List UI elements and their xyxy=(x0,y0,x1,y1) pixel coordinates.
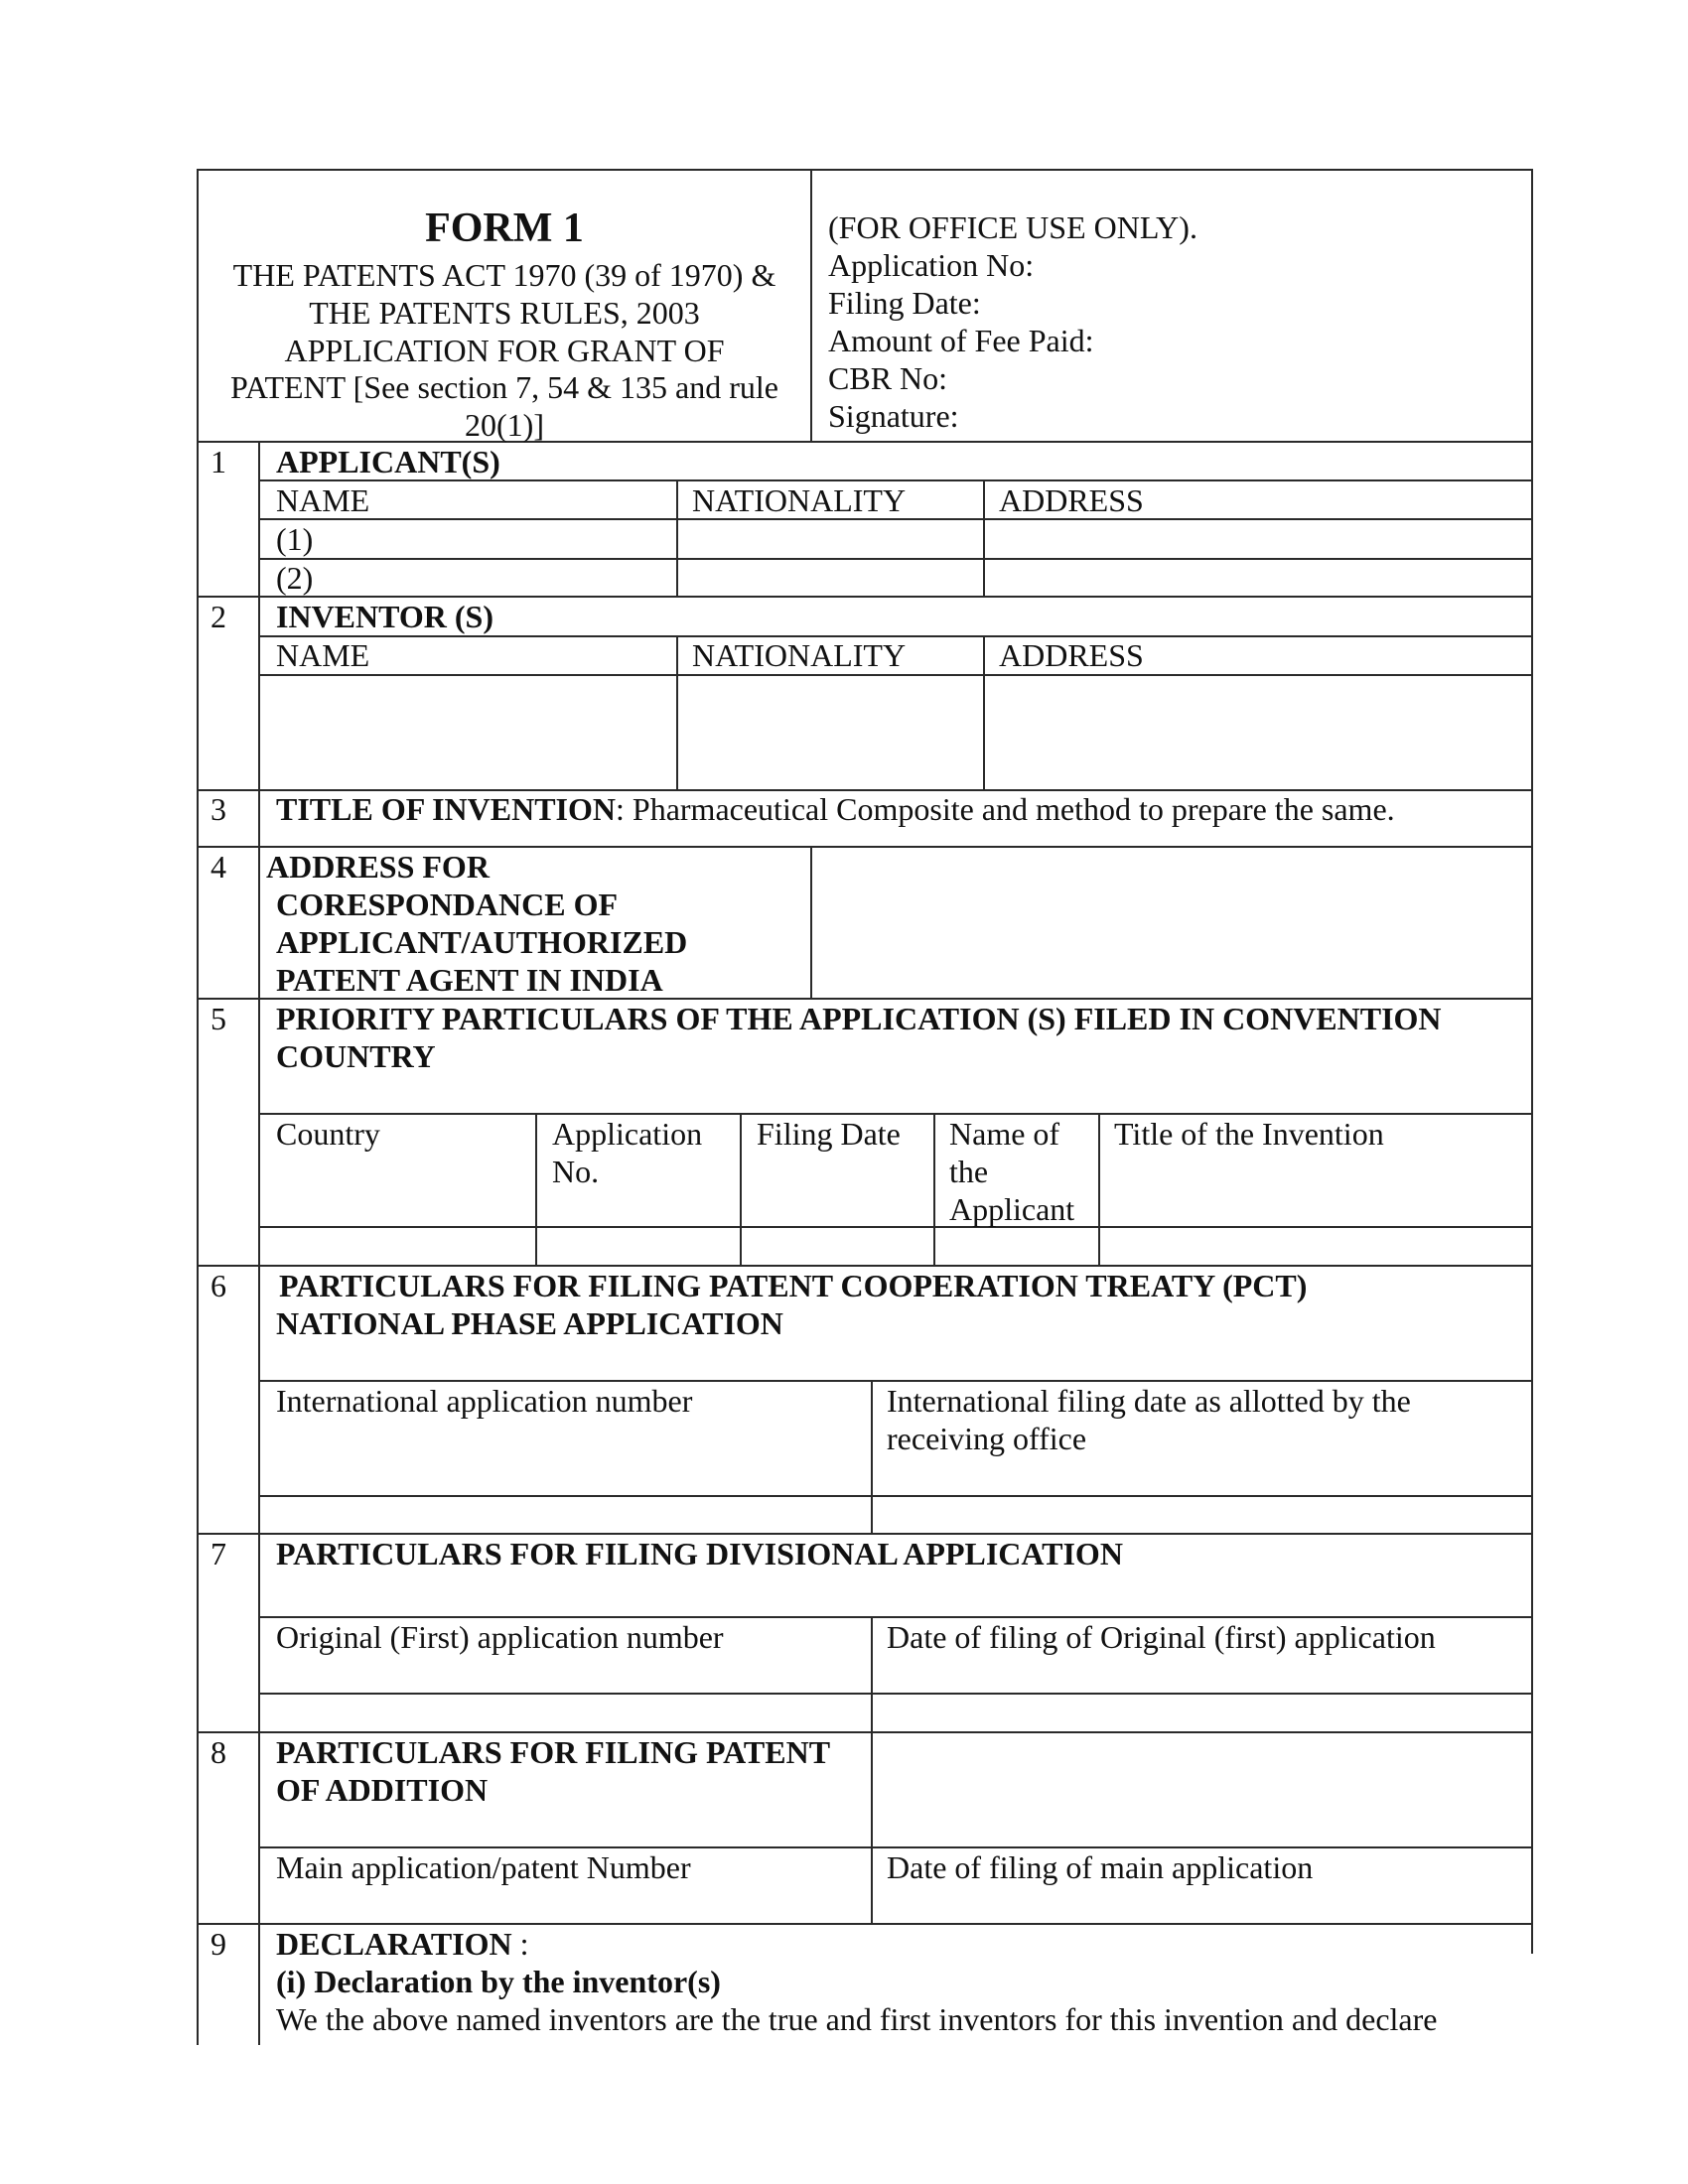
application-no-label: Application No: xyxy=(828,247,1035,283)
section-number: 8 xyxy=(211,1734,226,1770)
priority-country-column: Country xyxy=(276,1116,380,1152)
line xyxy=(983,479,985,597)
priority-filing-date-column: Filing Date xyxy=(757,1116,901,1152)
line xyxy=(258,1495,1533,1497)
office-use-heading: (FOR OFFICE USE ONLY). xyxy=(828,209,1197,245)
line xyxy=(983,635,985,790)
pct-international-date-column: International filing date as allotted by the xyxy=(887,1383,1411,1419)
section-number: 9 xyxy=(211,1926,226,1962)
inventors-heading: INVENTOR (S) xyxy=(276,599,493,634)
section-number: 6 xyxy=(211,1268,226,1303)
filing-date-label: Filing Date: xyxy=(828,285,981,321)
declaration-heading-row xyxy=(276,1925,529,1963)
form-subtitle-line-4: PATENT [See section 7, 54 & 135 and rule xyxy=(230,369,778,405)
declaration-heading-suffix: : xyxy=(511,1926,529,1962)
correspondence-heading-line-3: APPLICANT/AUTHORIZED xyxy=(276,924,688,960)
priority-application-no-column-2: No. xyxy=(552,1154,600,1189)
fee-paid-label: Amount of Fee Paid: xyxy=(828,323,1094,358)
divisional-original-date-column: Date of filing of Original (first) application xyxy=(887,1619,1436,1655)
declaration-heading: DECLARATION xyxy=(276,1926,512,1962)
line xyxy=(933,1113,935,1266)
line xyxy=(676,479,678,597)
applicant-address-column: ADDRESS xyxy=(999,482,1144,518)
correspondence-heading-line-4: PATENT AGENT IN INDIA xyxy=(276,962,663,998)
priority-title-column: Title of the Invention xyxy=(1114,1116,1384,1152)
applicant-name-column: NAME xyxy=(276,482,370,518)
applicant-row-2: (2) xyxy=(276,560,314,596)
addition-heading-line-2: OF ADDITION xyxy=(276,1772,489,1808)
section-number: 4 xyxy=(211,849,226,885)
frame-left xyxy=(197,169,199,2045)
line xyxy=(258,1693,1533,1695)
addition-main-number-column: Main application/patent Number xyxy=(276,1849,691,1885)
pct-heading-line-1: PARTICULARS FOR FILING PATENT COOPERATION TREATY (PCT) xyxy=(279,1268,1308,1303)
line xyxy=(258,674,1533,676)
line xyxy=(871,1616,873,1732)
form-subtitle-line-5: 20(1)] xyxy=(465,407,544,443)
title-of-invention-value: : Pharmaceutical Composite and method to prepare the same. xyxy=(616,791,1395,827)
form-subtitle-line-3: APPLICATION FOR GRANT OF xyxy=(284,333,725,368)
inventor-name-column: NAME xyxy=(276,637,370,673)
pct-heading-line-2: NATIONAL PHASE APPLICATION xyxy=(276,1305,783,1341)
priority-heading-line-2: COUNTRY xyxy=(276,1038,436,1074)
priority-applicant-column: Name of xyxy=(949,1116,1060,1152)
number-column-divider xyxy=(258,441,260,2045)
line xyxy=(258,558,1533,560)
line xyxy=(871,1380,873,1534)
signature-label: Signature: xyxy=(828,398,959,434)
correspondence-heading-line-2: CORESPONDANCE OF xyxy=(276,887,619,922)
line xyxy=(740,1113,742,1266)
priority-application-no-column: Application xyxy=(552,1116,703,1152)
section-number: 1 xyxy=(211,444,226,479)
priority-applicant-column-3: Applicant xyxy=(949,1191,1075,1227)
title-of-invention-label: TITLE OF INVENTION xyxy=(276,791,616,827)
addition-heading-line-1: PARTICULARS FOR FILING PATENT xyxy=(276,1734,831,1770)
divisional-original-number-column: Original (First) application number xyxy=(276,1619,724,1655)
correspondence-heading-line-1: ADDRESS FOR xyxy=(266,849,490,885)
cbr-no-label: CBR No: xyxy=(828,360,948,396)
priority-heading-line-1: PRIORITY PARTICULARS OF THE APPLICATION (S) FILED IN CONVENTION xyxy=(276,1001,1442,1036)
line xyxy=(1098,1113,1100,1266)
form-title: FORM 1 xyxy=(425,205,584,251)
section-number: 2 xyxy=(211,599,226,634)
priority-applicant-column-2: the xyxy=(949,1154,989,1189)
inventor-nationality-column: NATIONALITY xyxy=(692,637,907,673)
line xyxy=(871,1731,873,1924)
section-number: 3 xyxy=(211,791,226,827)
frame-right xyxy=(1531,169,1533,1954)
pct-international-date-column-2: receiving office xyxy=(887,1421,1087,1456)
inventor-declaration-subheading: (i) Declaration by the inventor(s) xyxy=(276,1964,721,1999)
applicants-heading: APPLICANT(S) xyxy=(276,444,500,479)
section-number: 7 xyxy=(211,1536,226,1571)
divisional-heading: PARTICULARS FOR FILING DIVISIONAL APPLICATION xyxy=(276,1536,1123,1571)
inventor-declaration-text: We the above named inventors are the true and first inventors for this invention and declare xyxy=(276,2001,1438,2037)
form-subtitle-line-2: THE PATENTS RULES, 2003 xyxy=(309,295,700,331)
form-subtitle-line-1: THE PATENTS ACT 1970 (39 of 1970) & xyxy=(232,257,776,293)
section-number: 5 xyxy=(211,1001,226,1036)
line xyxy=(535,1113,537,1266)
applicant-row-1: (1) xyxy=(276,521,314,557)
title-of-invention-row xyxy=(276,790,1395,828)
line xyxy=(258,1226,1533,1228)
header-divider xyxy=(810,169,812,441)
addition-main-date-column: Date of filing of main application xyxy=(887,1849,1314,1885)
frame-top xyxy=(197,169,1533,171)
line xyxy=(676,635,678,790)
applicant-nationality-column: NATIONALITY xyxy=(692,482,907,518)
inventor-address-column: ADDRESS xyxy=(999,637,1144,673)
line xyxy=(810,846,812,999)
pct-international-number-column: International application number xyxy=(276,1383,693,1419)
